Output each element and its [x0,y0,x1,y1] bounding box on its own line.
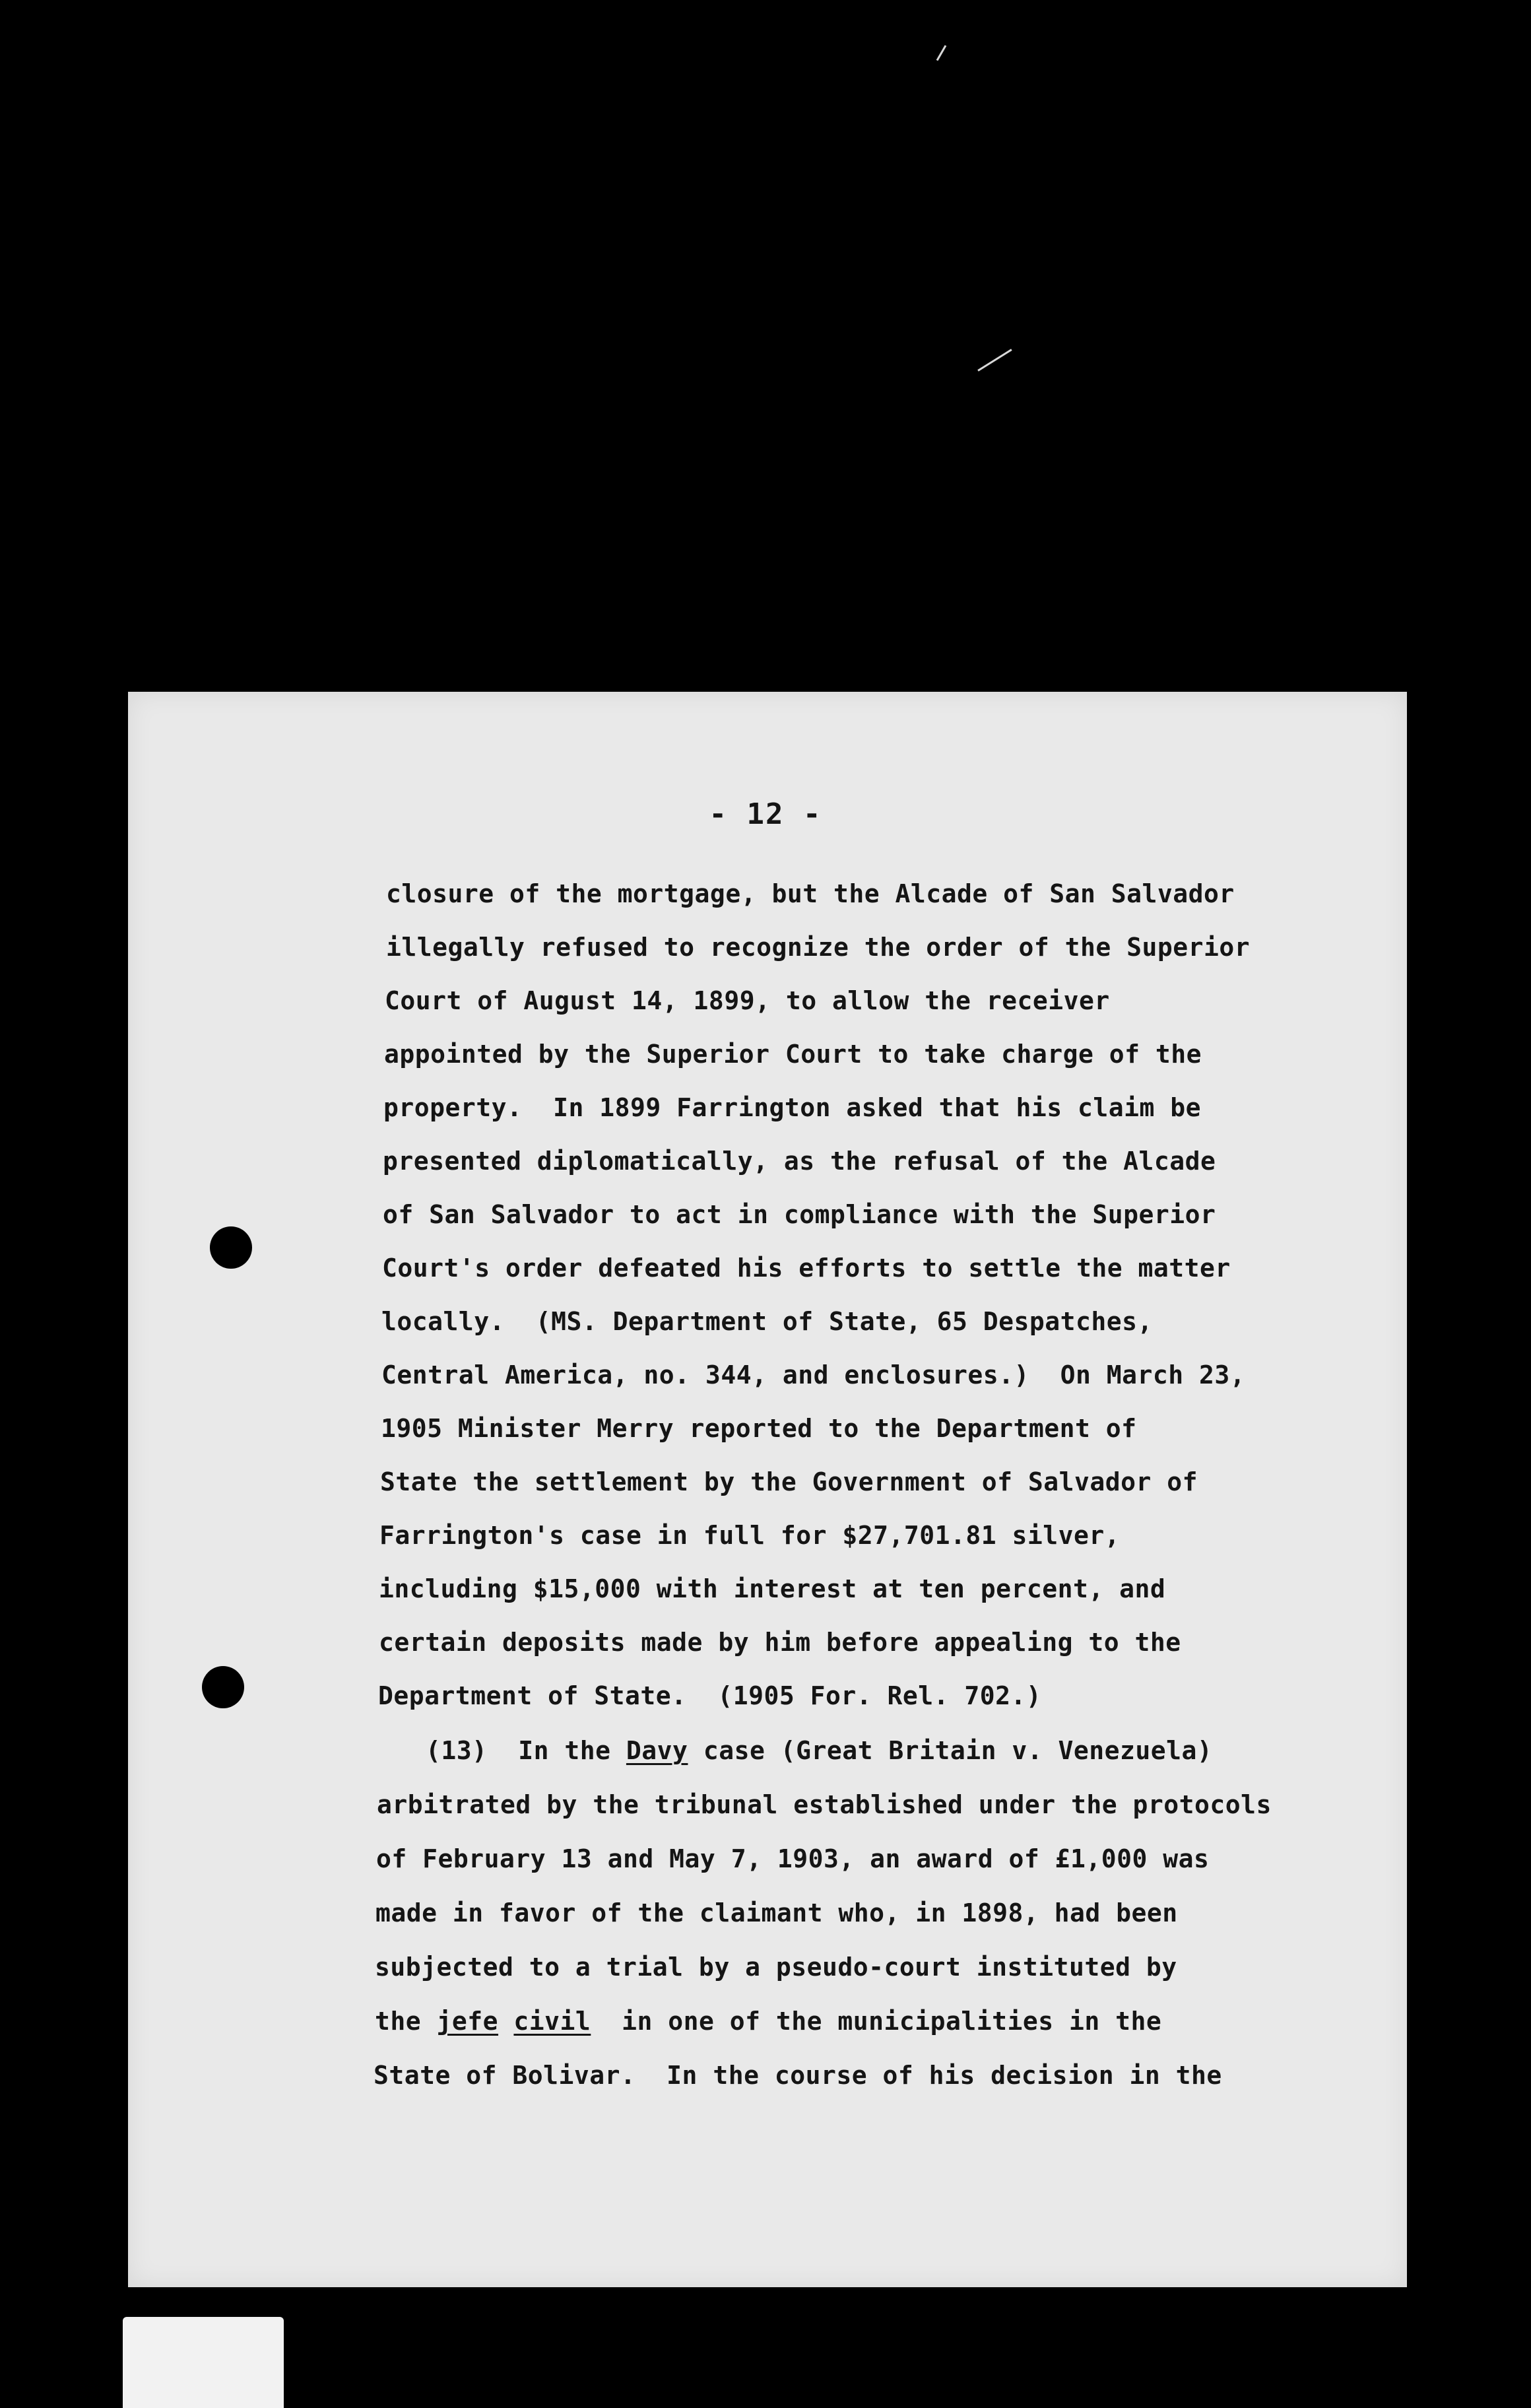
text-line: Department of State. (1905 For. Rel. 702.) [378,1681,1042,1710]
text-line [426,1735,1212,1766]
text-line: subjected to a trial by a pseudo-court instituted by [375,1953,1177,1982]
text-line: Farrington's case in full for $27,701.81 silver, [379,1521,1121,1550]
text-line: appointed by the Superior Court to take charge of the [384,1040,1202,1069]
text-line: property. In 1899 Farrington asked that his claim be [383,1093,1202,1122]
case-name-underlined: Davy [626,1736,688,1765]
text-line: locally. (MS. Department of State, 65 Despatches, [381,1307,1153,1336]
text-line: of San Salvador to act in compliance with the Superior [383,1200,1216,1229]
film-label-patch [123,2317,284,2408]
text-span: in one of the municipalities in the [591,2007,1162,2036]
term-underlined: civil [513,2007,591,2036]
text-span: the [375,2007,437,2036]
term-underlined: jefe [436,2007,499,2036]
page-number: - 12 - [709,797,822,831]
punch-hole-lower [202,1666,244,1708]
text-line: arbitrated by the tribunal established under the protocols [377,1790,1272,1819]
scan-scratch [977,349,1012,371]
punch-hole-upper [210,1226,252,1269]
text-line: 1905 Minister Merry reported to the Department of [381,1414,1137,1443]
text-span [498,2007,513,2036]
text-line: Court of August 14, 1899, to allow the receiver [385,986,1110,1015]
text-line: Central America, no. 344, and enclosures.) On March 23, [381,1360,1246,1389]
text-line: presented diplomatically, as the refusal of the Alcade [383,1147,1216,1176]
text-line: of February 13 and May 7, 1903, an award of £1,000 was [376,1844,1210,1873]
text-line: illegally refused to recognize the order of the Superior [386,933,1251,962]
text-line: made in favor of the claimant who, in 1898, had been [375,1898,1178,1927]
text-line: Court's order defeated his efforts to settle the matter [382,1254,1231,1283]
text-span: case (Great Britain v. Venezuela) [688,1736,1213,1765]
text-line: including $15,000 with interest at ten percent, and [379,1574,1166,1603]
text-line: certain deposits made by him before appealing to the [379,1628,1181,1657]
text-line: State of Bolivar. In the course of his decision in the [374,2061,1222,2090]
text-line: closure of the mortgage, but the Alcade of San Salvador [386,879,1235,908]
scan-scratch [936,45,947,61]
text-span: (13) In the [426,1736,626,1765]
text-line [375,2005,1161,2037]
text-line: State the settlement by the Government of Salvador of [380,1467,1198,1496]
